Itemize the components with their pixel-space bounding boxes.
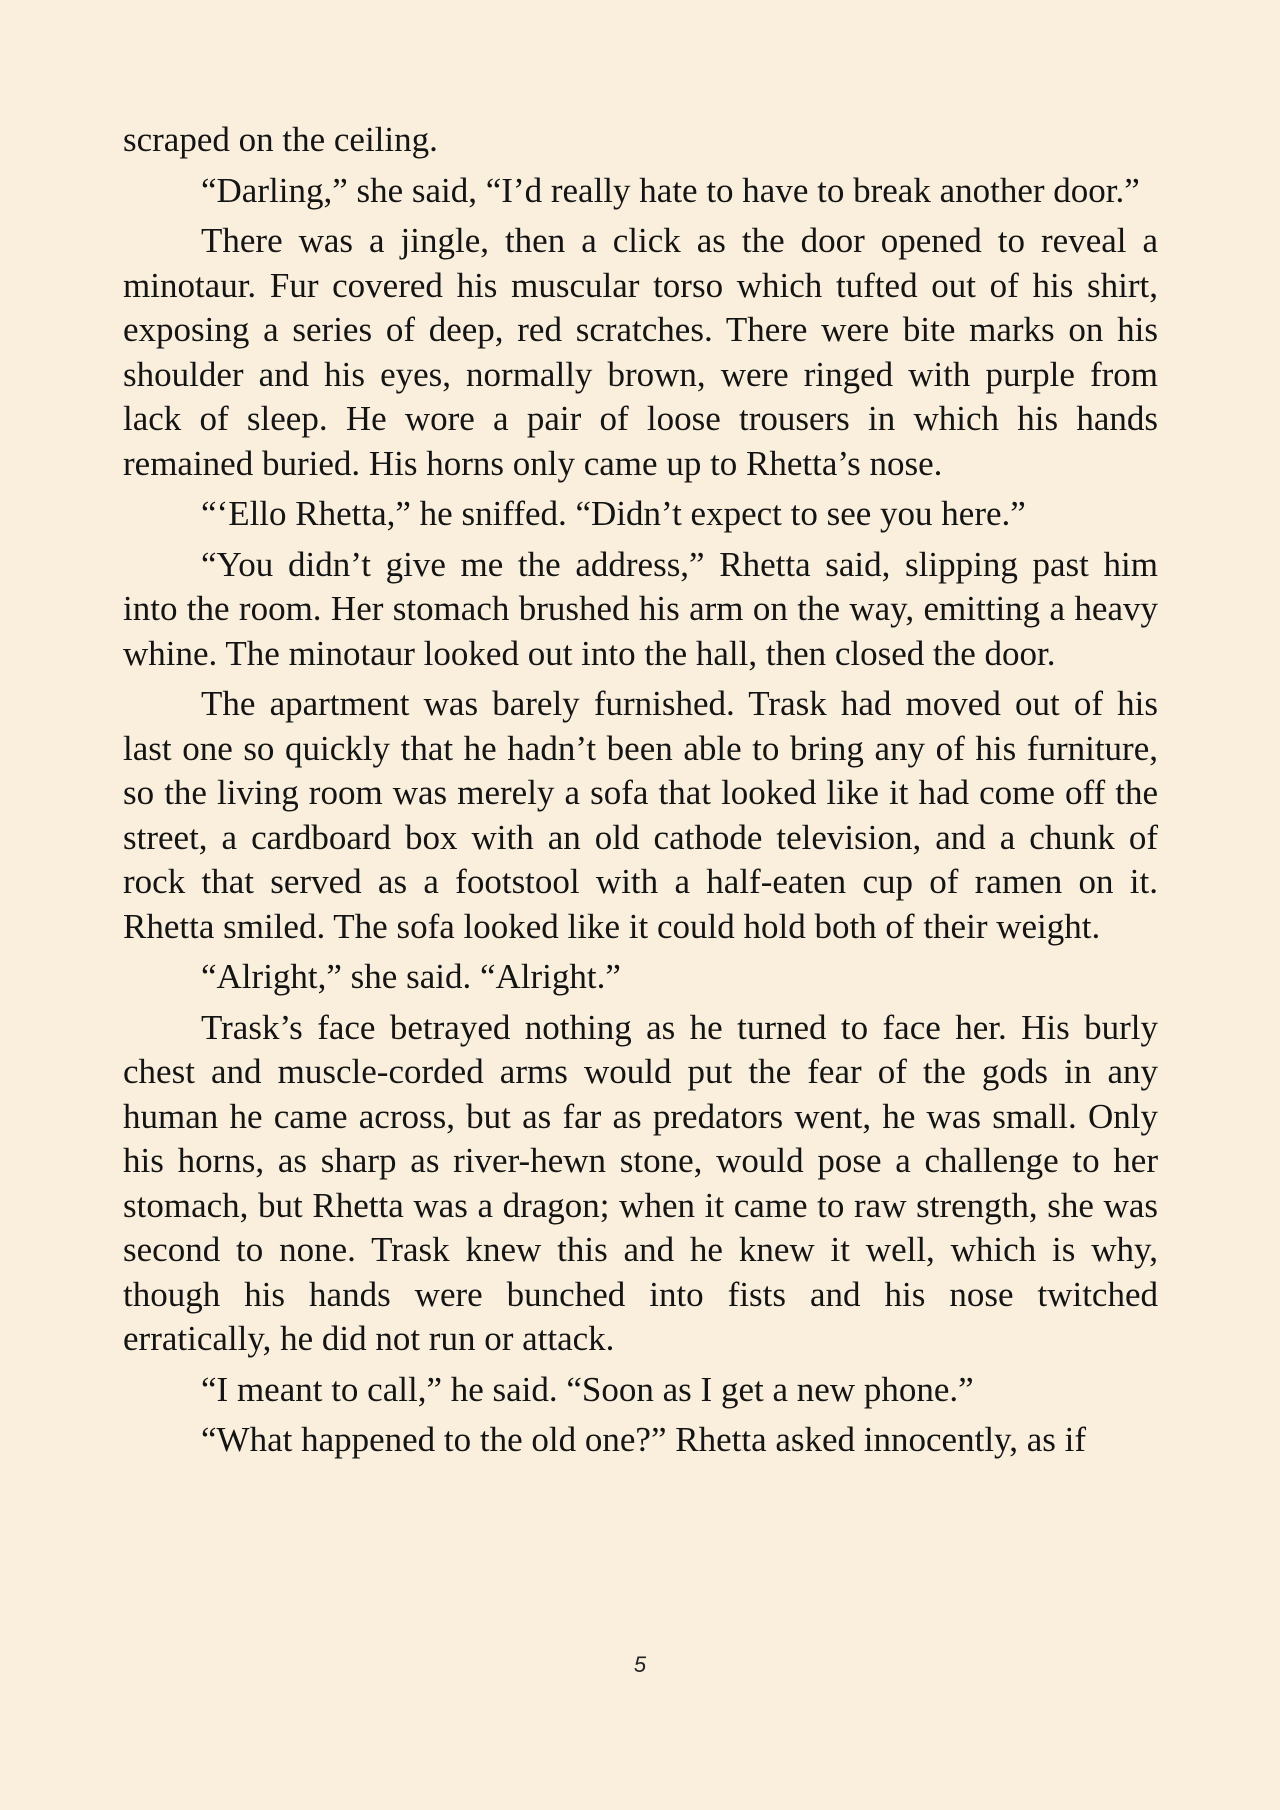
paragraph-5: “You didn’t give me the address,” Rhetta said, slipping past him into the room. Her stomach brushed his arm on the way, emitting a heavy whine. The minotaur looked out into the hall, then closed the door. xyxy=(123,544,1158,673)
paragraph-9: “I meant to call,” he said. “Soon as I get a new phone.” xyxy=(201,1369,974,1409)
paragraph-10: “What happened to the old one?” Rhetta asked innocently, as if xyxy=(201,1420,1087,1459)
paragraph-2: “Darling,” she said, “I’d really hate to have to break another door.” xyxy=(201,170,1140,210)
paragraph-4: “‘Ello Rhetta,” he sniffed. “Didn’t expect to see you here.” xyxy=(201,494,1026,533)
page-body xyxy=(123,118,1158,1678)
paragraph-7: “Alright,” she said. “Alright.” xyxy=(201,957,621,996)
page-number: 5 xyxy=(633,1652,647,1677)
paragraph-1: scraped on the ceiling. xyxy=(123,120,438,159)
paragraph-8: Trask’s face betrayed nothing as he turned to face her. His burly chest and muscle-corded arms would put the fear of the gods in any human he came across, but as far as predators went, he was small. Only his horns, as sharp as river-hewn stone, would pose a challenge to her stomach, but Rhetta was a dragon; when it came to raw strength, she was second to none. Trask knew this and he knew it well, which is why, though his hands were bunched into fists and his nose twitched erratically, he did not run or attack. xyxy=(123,1007,1158,1358)
paragraph-3: There was a jingle, then a click as the door opened to reveal a minotaur. Fur covered his muscular torso which tufted out of his shirt, exposing a series of deep, red scratches. There were bite marks on his shoulder and his eyes, normally brown, were ringed with purple from lack of sleep. He wore a pair of loose trousers in which his hands remained buried. His horns only came up to Rhetta’s nose. xyxy=(123,221,1158,483)
paragraph-6: The apartment was barely furnished. Trask had moved out of his last one so quickly that he hadn’t been able to bring any of his furniture, so the living room was merely a sofa that looked like it had come off the street, a cardboard box with an old cathode television, and a chunk of rock that served as a footstool with a half-eaten cup of ramen on it. Rhetta smiled. The sofa looked like it could hold both of their weight. xyxy=(123,684,1158,946)
